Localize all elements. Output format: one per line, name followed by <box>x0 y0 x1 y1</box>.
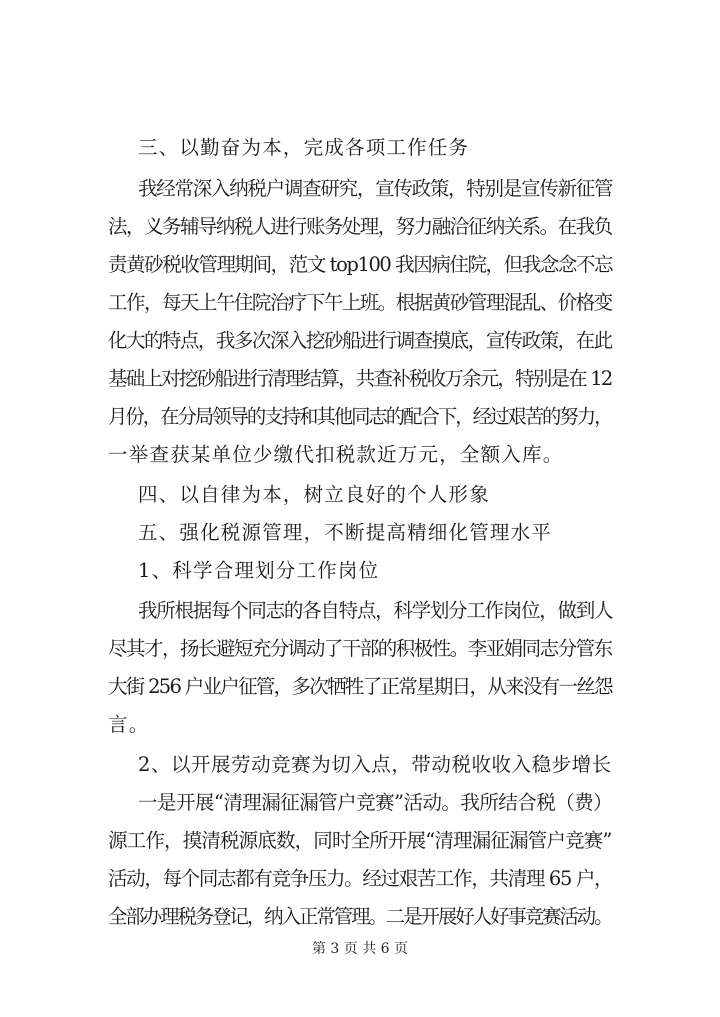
page-footer: 第 3 页 共 6 页 <box>311 941 409 957</box>
paragraph-line: 责黄砂税收管理期间，范文 top100 我因病住院，但我念念不忘 <box>108 253 613 276</box>
paragraph-line: 我所根据每个同志的各自特点，科学划分工作岗位，做到人 <box>138 599 613 622</box>
paragraph-line: 尽其才，扬长避短充分调动了干部的积极性。李亚娟同志分管东 <box>108 637 612 660</box>
paragraph-line: 法，义务辅导纳税人进行账务处理，努力融洽征纳关系。在我负 <box>108 215 612 238</box>
paragraph-line: 大街 256 户业户征管，多次牺牲了正常星期日，从来没有一丝怨 <box>108 675 612 698</box>
section-heading-5: 五、强化税源管理，不断提高精细化管理水平 <box>138 521 553 544</box>
paragraph-line: 源工作，摸清税源底数，同时全所开展“清理漏征漏管户竞赛” <box>108 829 612 852</box>
section-heading-4: 四、以自律为本，树立良好的个人形象 <box>138 483 490 506</box>
paragraph-line: 基础上对挖砂船进行清理结算，共查补税收万余元，特别是在 12 <box>108 367 612 390</box>
paragraph-line: 言。 <box>108 713 150 736</box>
subheading-1: 1、科学合理划分工作岗位 <box>138 559 380 582</box>
paragraph-line: 全部办理税务登记，纳入正常管理。二是开展好人好事竞赛活动。 <box>108 905 612 928</box>
paragraph-line: 我经常深入纳税户调查研究，宣传政策，特别是宣传新征管 <box>138 177 613 200</box>
paragraph-line: 一举查获某单位少缴代扣税款近万元，全额入库。 <box>108 443 564 466</box>
paragraph-line: 月份，在分局领导的支持和其他同志的配合下，经过艰苦的努力， <box>108 405 612 428</box>
paragraph-line: 一是开展“清理漏征漏管户竞赛”活动。我所结合税（费） <box>138 791 613 814</box>
paragraph-line: 化大的特点，我多次深入挖砂船进行调查摸底，宣传政策，在此 <box>108 329 612 352</box>
paragraph-line: 活动，每个同志都有竞争压力。经过艰苦工作，共清理 65 户， <box>108 867 613 890</box>
subheading-2: 2、以开展劳动竞赛为切入点，带动税收收入稳步增长 <box>138 753 612 776</box>
section-heading-3: 三、以勤奋为本，完成各项工作任务 <box>138 136 470 159</box>
paragraph-line: 工作，每天上午住院治疗下午上班。根据黄砂管理混乱、价格变 <box>108 291 612 314</box>
